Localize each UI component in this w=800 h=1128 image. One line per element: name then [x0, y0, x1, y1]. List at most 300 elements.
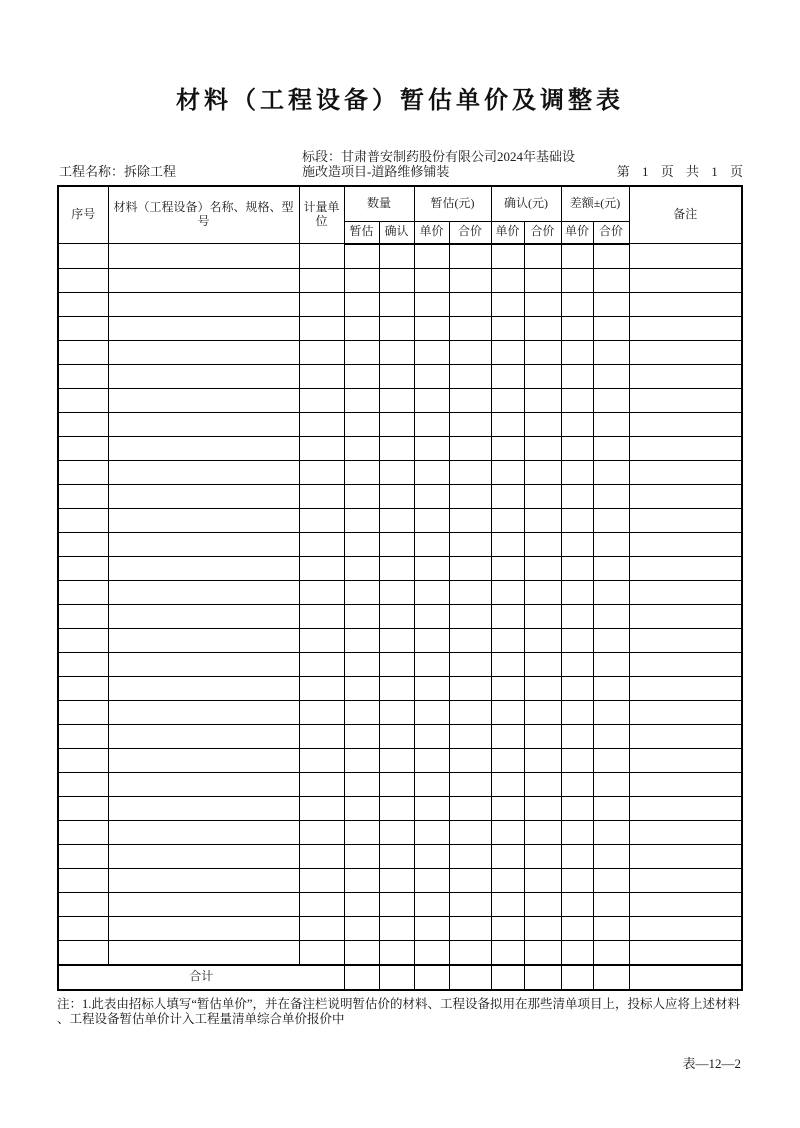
empty-cell [524, 460, 561, 484]
empty-cell [379, 724, 414, 748]
empty-cell [379, 796, 414, 820]
empty-cell [491, 940, 524, 965]
empty-cell [491, 556, 524, 580]
total-empty-cell [449, 965, 491, 990]
empty-cell [344, 412, 379, 436]
section-name [302, 149, 602, 180]
empty-cell [593, 268, 629, 292]
table-row [58, 556, 742, 580]
empty-cell [58, 700, 108, 724]
empty-cell [58, 916, 108, 940]
empty-cell [379, 604, 414, 628]
empty-cell [593, 820, 629, 844]
total-empty-cell [593, 965, 629, 990]
empty-cell [58, 532, 108, 556]
page-title: 材料（工程设备）暂估单价及调整表 [176, 88, 624, 114]
empty-cell [561, 580, 593, 604]
empty-cell [108, 820, 299, 844]
empty-cell [449, 484, 491, 508]
empty-cell [108, 580, 299, 604]
empty-cell [449, 820, 491, 844]
empty-cell [108, 460, 299, 484]
empty-cell [108, 436, 299, 460]
table-row [58, 844, 742, 868]
col-subheader-diff-unit-price: 单价 [561, 221, 593, 244]
empty-cell [108, 628, 299, 652]
empty-cell [299, 508, 344, 532]
empty-cell [491, 292, 524, 316]
empty-cell [108, 388, 299, 412]
empty-cell [108, 244, 299, 269]
adjustment-table [57, 185, 743, 991]
table-row [58, 484, 742, 508]
empty-cell [414, 868, 449, 892]
empty-cell [58, 772, 108, 796]
empty-cell [524, 364, 561, 388]
empty-cell [414, 700, 449, 724]
empty-cell [414, 364, 449, 388]
empty-cell [379, 316, 414, 340]
empty-cell [344, 868, 379, 892]
empty-cell [299, 604, 344, 628]
empty-cell [299, 844, 344, 868]
empty-cell [379, 268, 414, 292]
empty-cell [561, 412, 593, 436]
empty-cell [58, 628, 108, 652]
empty-cell [299, 460, 344, 484]
empty-cell [299, 796, 344, 820]
empty-cell [414, 844, 449, 868]
empty-cell [491, 700, 524, 724]
empty-cell [449, 772, 491, 796]
empty-cell [58, 868, 108, 892]
empty-cell [379, 580, 414, 604]
empty-cell [593, 388, 629, 412]
empty-cell [414, 484, 449, 508]
empty-cell [344, 316, 379, 340]
empty-cell [58, 388, 108, 412]
empty-cell [491, 340, 524, 364]
empty-cell [449, 460, 491, 484]
empty-cell [414, 268, 449, 292]
empty-cell [629, 724, 742, 748]
total-empty-cell [524, 965, 561, 990]
empty-cell [414, 340, 449, 364]
empty-cell [449, 244, 491, 269]
empty-cell [344, 724, 379, 748]
empty-cell [344, 796, 379, 820]
empty-cell [593, 556, 629, 580]
empty-cell [561, 316, 593, 340]
empty-cell [58, 580, 108, 604]
empty-cell [593, 604, 629, 628]
empty-cell [379, 484, 414, 508]
empty-cell [491, 436, 524, 460]
empty-cell [344, 340, 379, 364]
table-row [58, 412, 742, 436]
empty-cell [561, 628, 593, 652]
col-header-remark: 备注 [629, 186, 742, 244]
empty-cell [561, 556, 593, 580]
empty-cell [561, 484, 593, 508]
empty-cell [524, 604, 561, 628]
empty-cell [449, 316, 491, 340]
empty-cell [629, 700, 742, 724]
empty-cell [344, 748, 379, 772]
empty-cell [58, 724, 108, 748]
empty-cell [629, 508, 742, 532]
empty-cell [344, 772, 379, 796]
empty-cell [379, 820, 414, 844]
empty-cell [561, 748, 593, 772]
empty-cell [491, 268, 524, 292]
empty-cell [414, 508, 449, 532]
empty-cell [379, 292, 414, 316]
empty-cell [629, 412, 742, 436]
empty-cell [299, 700, 344, 724]
empty-cell [629, 604, 742, 628]
empty-cell [524, 580, 561, 604]
empty-cell [299, 292, 344, 316]
empty-cell [491, 724, 524, 748]
empty-cell [299, 340, 344, 364]
empty-cell [58, 892, 108, 916]
empty-cell [58, 508, 108, 532]
empty-cell [629, 364, 742, 388]
empty-cell [58, 652, 108, 676]
table-row [58, 364, 742, 388]
empty-cell [108, 796, 299, 820]
empty-cell [449, 916, 491, 940]
empty-cell [379, 508, 414, 532]
table-row [58, 796, 742, 820]
empty-cell [379, 868, 414, 892]
empty-cell [379, 628, 414, 652]
empty-cell [58, 460, 108, 484]
empty-cell [299, 820, 344, 844]
table-row [58, 508, 742, 532]
empty-cell [629, 484, 742, 508]
empty-cell [344, 628, 379, 652]
empty-cell [108, 532, 299, 556]
empty-cell [629, 748, 742, 772]
empty-cell [629, 316, 742, 340]
empty-cell [561, 460, 593, 484]
empty-cell [108, 916, 299, 940]
empty-cell [561, 604, 593, 628]
empty-cell [561, 676, 593, 700]
empty-cell [299, 892, 344, 916]
empty-cell [491, 772, 524, 796]
empty-cell [524, 556, 561, 580]
empty-cell [524, 748, 561, 772]
empty-cell [379, 940, 414, 965]
empty-cell [58, 316, 108, 340]
col-subheader-prov-unit-price: 单价 [414, 221, 449, 244]
empty-cell [108, 748, 299, 772]
empty-cell [379, 892, 414, 916]
empty-cell [524, 820, 561, 844]
empty-cell [561, 940, 593, 965]
empty-cell [414, 772, 449, 796]
empty-cell [414, 244, 449, 269]
empty-cell [629, 868, 742, 892]
table-footer [58, 965, 742, 990]
empty-cell [344, 892, 379, 916]
empty-cell [108, 364, 299, 388]
table-row [58, 580, 742, 604]
empty-cell [344, 556, 379, 580]
empty-cell [593, 892, 629, 916]
empty-cell [344, 508, 379, 532]
empty-cell [414, 820, 449, 844]
empty-cell [491, 748, 524, 772]
empty-cell [58, 820, 108, 844]
empty-cell [491, 460, 524, 484]
empty-cell [414, 748, 449, 772]
empty-cell [344, 940, 379, 965]
table-row [58, 532, 742, 556]
empty-cell [449, 604, 491, 628]
empty-cell [414, 532, 449, 556]
empty-cell [414, 436, 449, 460]
header-row-groups [58, 186, 742, 222]
empty-cell [108, 292, 299, 316]
empty-cell [524, 484, 561, 508]
total-row [58, 965, 742, 990]
empty-cell [299, 556, 344, 580]
empty-cell [593, 940, 629, 965]
table-row [58, 820, 742, 844]
empty-cell [449, 436, 491, 460]
empty-cell [414, 412, 449, 436]
empty-cell [299, 580, 344, 604]
empty-cell [299, 916, 344, 940]
empty-cell [414, 292, 449, 316]
empty-cell [491, 316, 524, 340]
empty-cell [108, 340, 299, 364]
empty-cell [524, 892, 561, 916]
empty-cell [344, 244, 379, 269]
footnote [57, 997, 743, 1027]
empty-cell [379, 388, 414, 412]
table-row [58, 628, 742, 652]
empty-cell [524, 628, 561, 652]
table-row [58, 868, 742, 892]
empty-cell [449, 628, 491, 652]
empty-cell [524, 796, 561, 820]
table-row [58, 460, 742, 484]
empty-cell [629, 820, 742, 844]
empty-cell [449, 508, 491, 532]
empty-cell [414, 796, 449, 820]
empty-cell [108, 844, 299, 868]
empty-cell [561, 532, 593, 556]
empty-cell [629, 796, 742, 820]
empty-cell [299, 412, 344, 436]
empty-cell [449, 292, 491, 316]
empty-cell [561, 916, 593, 940]
empty-cell [593, 316, 629, 340]
empty-cell [629, 532, 742, 556]
table-row [58, 340, 742, 364]
empty-cell [593, 364, 629, 388]
empty-cell [299, 268, 344, 292]
empty-cell [58, 244, 108, 269]
empty-cell [491, 892, 524, 916]
empty-cell [561, 892, 593, 916]
empty-cell [299, 724, 344, 748]
empty-cell [561, 508, 593, 532]
col-subheader-conf-unit-price: 单价 [491, 221, 524, 244]
col-subheader-diff-total-price: 合价 [593, 221, 629, 244]
empty-cell [449, 268, 491, 292]
empty-cell [299, 652, 344, 676]
col-header-provisional-group: 暂估(元) [414, 186, 491, 222]
empty-cell [524, 388, 561, 412]
empty-cell [108, 676, 299, 700]
empty-cell [629, 916, 742, 940]
empty-cell [629, 460, 742, 484]
empty-cell [379, 436, 414, 460]
empty-cell [524, 700, 561, 724]
empty-cell [524, 292, 561, 316]
col-header-quantity-group: 数量 [344, 186, 414, 222]
empty-cell [629, 652, 742, 676]
empty-cell [108, 508, 299, 532]
empty-cell [379, 364, 414, 388]
empty-cell [449, 700, 491, 724]
empty-cell [561, 772, 593, 796]
empty-cell [58, 748, 108, 772]
col-subheader-conf-total-price: 合价 [524, 221, 561, 244]
empty-cell [344, 844, 379, 868]
empty-cell [58, 436, 108, 460]
empty-cell [491, 388, 524, 412]
empty-cell [491, 652, 524, 676]
empty-cell [414, 892, 449, 916]
empty-cell [491, 604, 524, 628]
table-row [58, 772, 742, 796]
empty-cell [593, 292, 629, 316]
empty-cell [524, 340, 561, 364]
col-header-unit: 计量单位 [299, 186, 344, 244]
empty-cell [344, 820, 379, 844]
empty-cell [491, 412, 524, 436]
empty-cell [593, 484, 629, 508]
empty-cell [561, 796, 593, 820]
empty-cell [491, 580, 524, 604]
empty-cell [379, 772, 414, 796]
empty-cell [524, 436, 561, 460]
project-name: 工程名称：拆除工程 [59, 164, 177, 180]
total-empty-cell [491, 965, 524, 990]
empty-cell [344, 676, 379, 700]
empty-cell [58, 340, 108, 364]
empty-cell [58, 844, 108, 868]
section-name-line1: 标段：甘肃普安制药股份有限公司2024年基础设 [302, 149, 576, 164]
table-row [58, 268, 742, 292]
empty-cell [593, 460, 629, 484]
empty-cell [491, 508, 524, 532]
empty-cell [524, 412, 561, 436]
col-subheader-prov-total-price: 合价 [449, 221, 491, 244]
empty-cell [449, 892, 491, 916]
empty-cell [379, 676, 414, 700]
total-empty-cell [414, 965, 449, 990]
form-code: 表—12—2 [682, 1055, 741, 1071]
empty-cell [593, 628, 629, 652]
empty-cell [344, 292, 379, 316]
empty-cell [58, 292, 108, 316]
col-header-material: 材料（工程设备）名称、规格、型号 [108, 186, 299, 244]
total-empty-cell [561, 965, 593, 990]
empty-cell [629, 676, 742, 700]
table-row [58, 388, 742, 412]
empty-cell [379, 556, 414, 580]
table-row [58, 892, 742, 916]
empty-cell [629, 628, 742, 652]
empty-cell [379, 340, 414, 364]
empty-cell [524, 532, 561, 556]
empty-cell [561, 868, 593, 892]
empty-cell [108, 892, 299, 916]
empty-cell [344, 436, 379, 460]
empty-cell [524, 844, 561, 868]
total-empty-cell [379, 965, 414, 990]
empty-cell [593, 412, 629, 436]
empty-cell [629, 436, 742, 460]
empty-cell [449, 340, 491, 364]
empty-cell [414, 676, 449, 700]
col-subheader-qty-confirmed: 确认 [379, 221, 414, 244]
table-row [58, 604, 742, 628]
table-row [58, 724, 742, 748]
empty-cell [561, 724, 593, 748]
empty-cell [491, 532, 524, 556]
empty-cell [58, 604, 108, 628]
empty-cell [299, 388, 344, 412]
meta-row [59, 149, 743, 180]
empty-cell [524, 652, 561, 676]
empty-cell [379, 244, 414, 269]
empty-cell [414, 388, 449, 412]
empty-cell [379, 460, 414, 484]
empty-cell [344, 388, 379, 412]
empty-cell [593, 748, 629, 772]
empty-cell [491, 244, 524, 269]
empty-cell [593, 652, 629, 676]
empty-cell [414, 628, 449, 652]
empty-cell [299, 940, 344, 965]
empty-cell [593, 244, 629, 269]
col-header-confirmed-group: 确认(元) [491, 186, 561, 222]
empty-cell [108, 484, 299, 508]
empty-cell [524, 868, 561, 892]
empty-cell [593, 844, 629, 868]
empty-cell [629, 844, 742, 868]
empty-cell [299, 436, 344, 460]
empty-cell [449, 580, 491, 604]
empty-cell [629, 940, 742, 965]
total-empty-cell [629, 965, 742, 990]
empty-cell [344, 604, 379, 628]
empty-cell [344, 364, 379, 388]
empty-cell [379, 916, 414, 940]
table-header [58, 186, 742, 244]
empty-cell [58, 268, 108, 292]
empty-cell [379, 532, 414, 556]
